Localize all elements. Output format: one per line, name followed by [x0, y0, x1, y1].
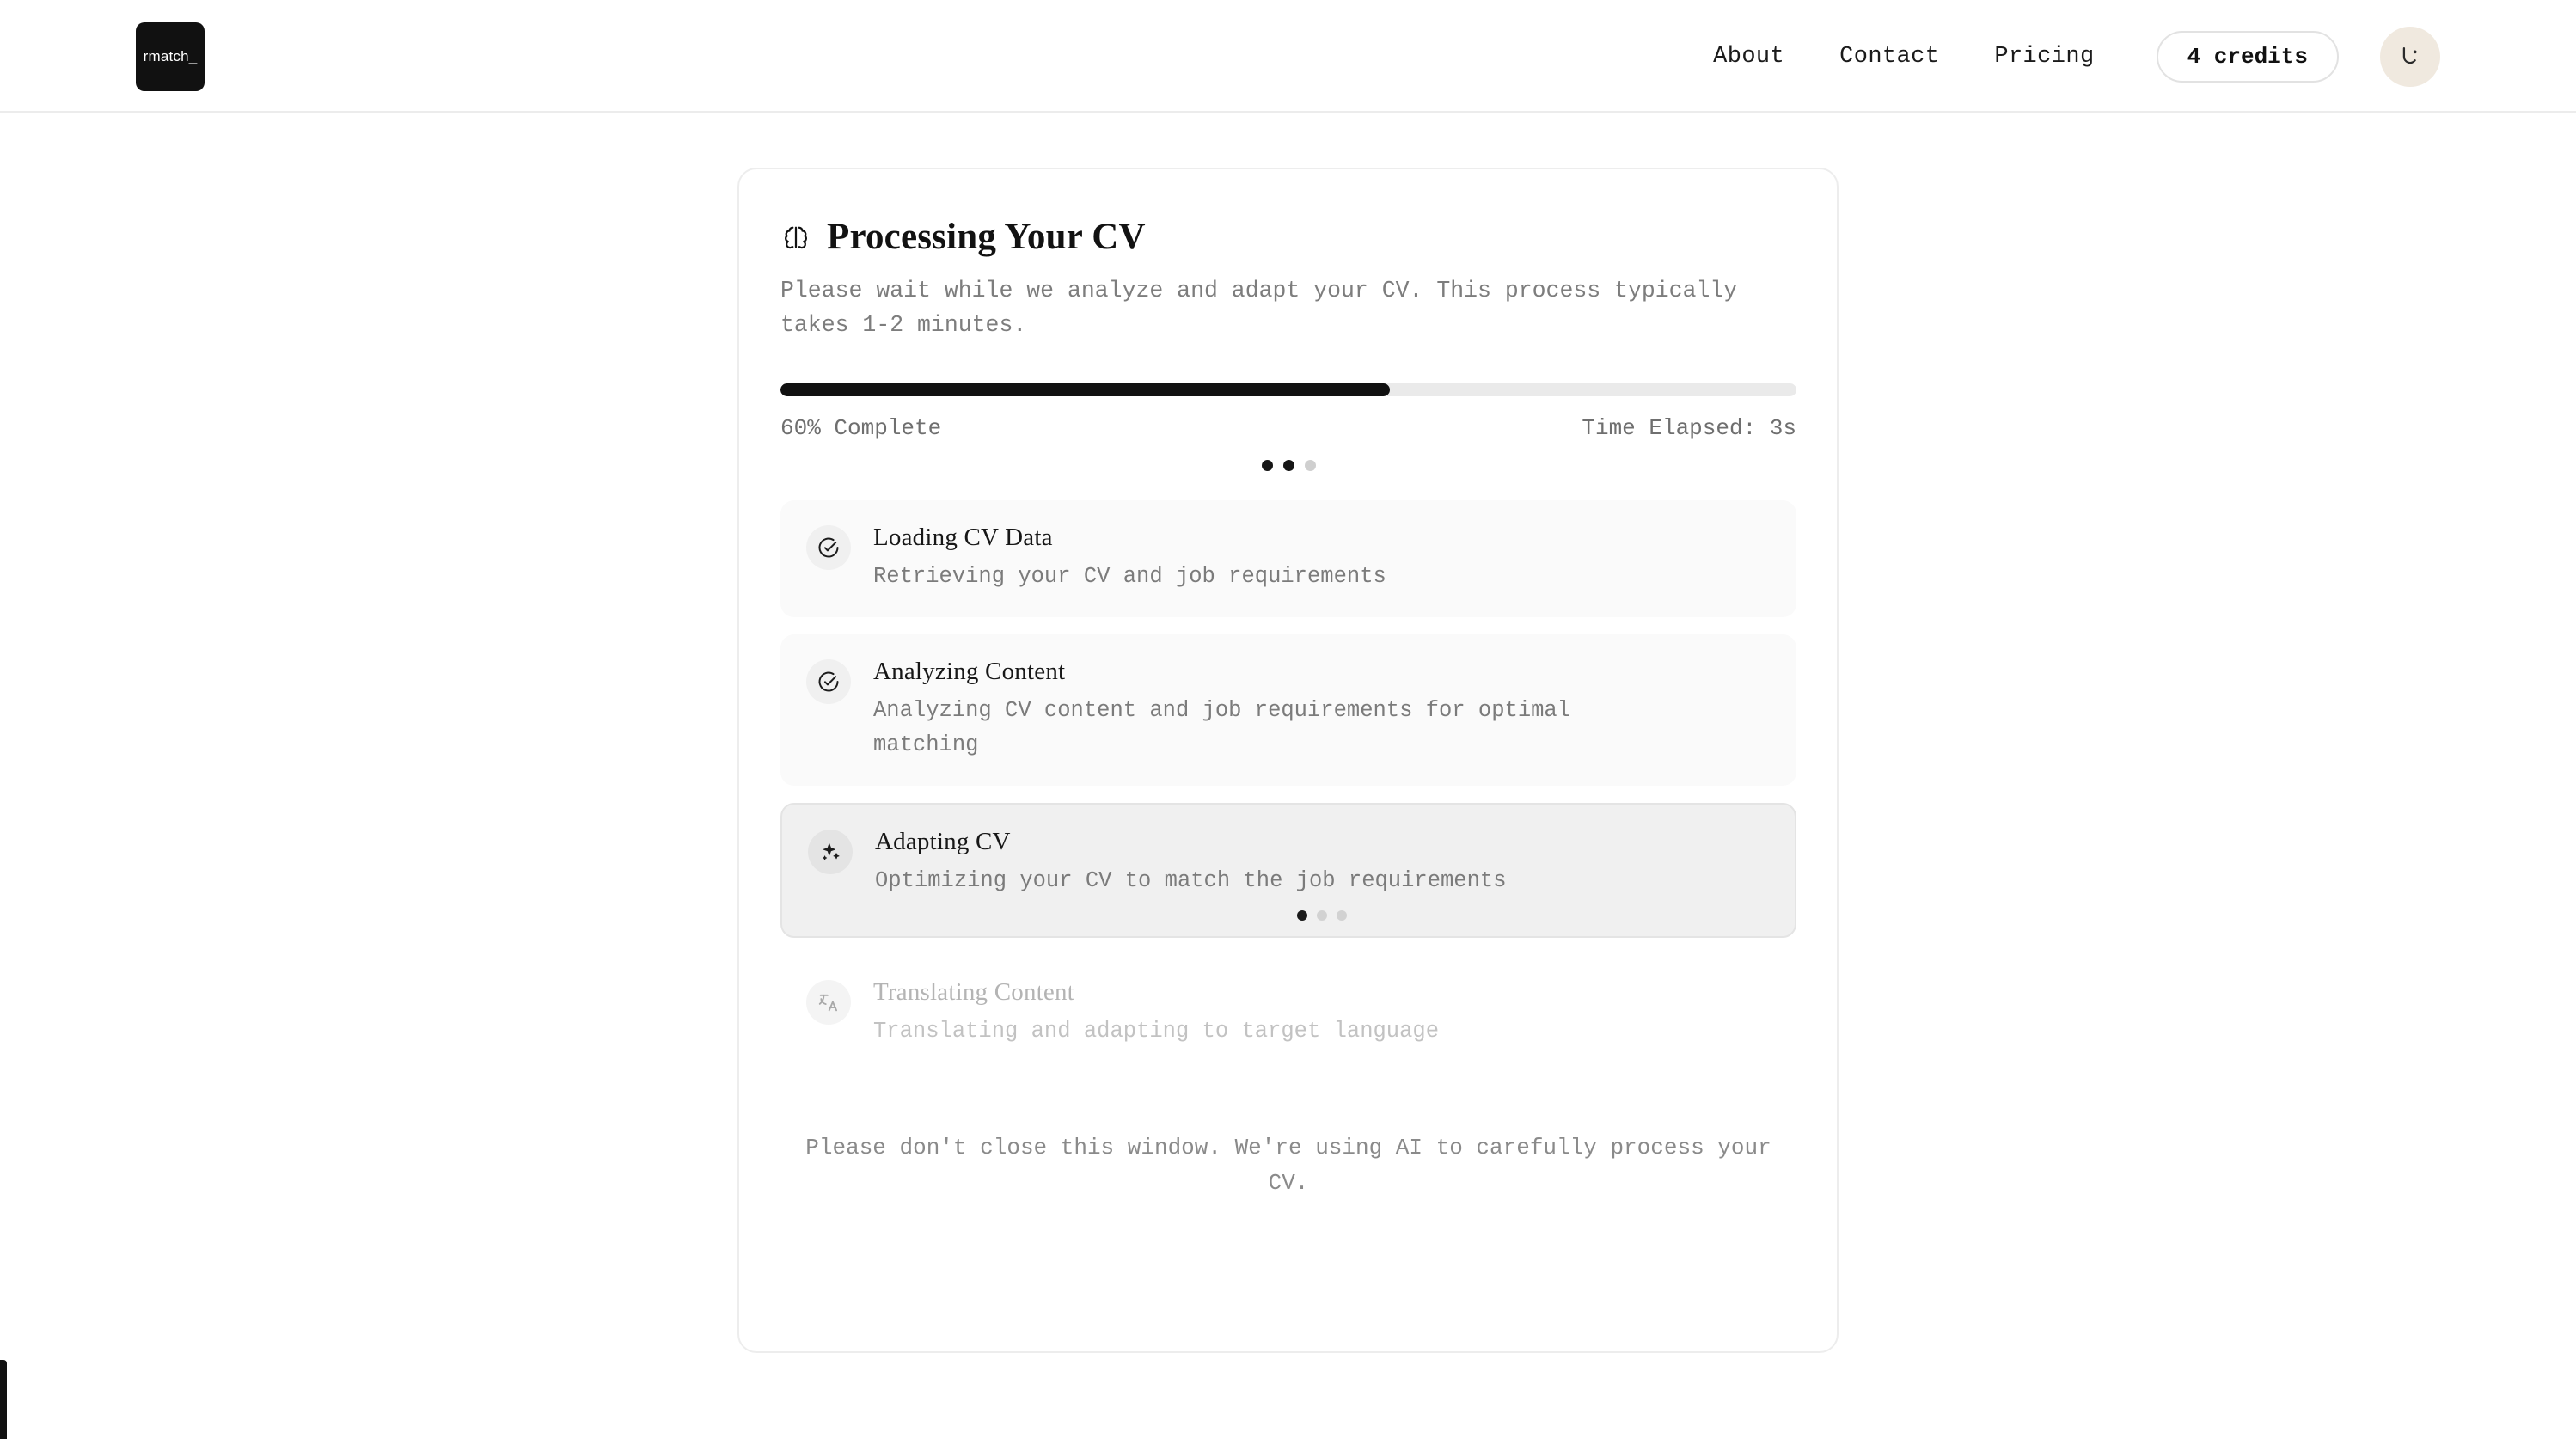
step-loading-dots	[875, 910, 1769, 921]
step-description: Analyzing CV content and job requirements for optimal matching	[873, 698, 1571, 757]
check-circle-icon	[817, 670, 841, 694]
step-item-loading-cv-data	[780, 500, 1796, 617]
do-not-close-note: Please don't close this window. We're using AI to carefully process your CV.	[805, 1135, 1771, 1196]
step-description: Translating and adapting to target language	[873, 1019, 1440, 1044]
step-loading-dot-3	[1337, 910, 1347, 921]
brain-icon	[780, 222, 811, 253]
step-loading-dot-1	[1297, 910, 1307, 921]
step-title: Translating Content	[873, 978, 1074, 1006]
top-header	[0, 0, 2576, 113]
page-title: Processing Your CV	[827, 217, 1146, 257]
steps-list	[780, 500, 1796, 1072]
progress-percent-label: 60% Complete	[780, 415, 942, 441]
credits-badge[interactable]: 4 credits	[2157, 31, 2339, 83]
loading-dot-1	[1262, 460, 1273, 471]
avatar[interactable]	[2380, 27, 2440, 87]
time-elapsed-label: Time Elapsed: 3s	[1582, 415, 1796, 441]
step-icon-wrapper	[806, 659, 851, 704]
processing-card	[737, 168, 1839, 1353]
step-description: Optimizing your CV to match the job requirements	[875, 868, 1507, 893]
step-loading-dot-2	[1317, 910, 1327, 921]
loading-dot-2	[1283, 460, 1294, 471]
brand-logo[interactable]	[136, 22, 205, 91]
step-title: Adapting CV	[875, 828, 1011, 855]
step-icon-wrapper	[808, 830, 853, 874]
progress-meta	[780, 415, 1796, 441]
user-avatar-icon	[2395, 42, 2425, 71]
check-circle-icon	[817, 536, 841, 560]
nav-link-pricing[interactable]: Pricing	[1994, 43, 2095, 70]
step-item-adapting-cv	[780, 803, 1796, 938]
step-icon-wrapper	[806, 980, 851, 1025]
loading-dot-3	[1305, 460, 1316, 471]
brand-logo-text: rmatch_	[143, 48, 198, 64]
main-navigation	[1686, 0, 2440, 113]
step-icon-wrapper	[806, 525, 851, 570]
step-item-analyzing-content	[780, 634, 1796, 786]
step-description: Retrieving your CV and job requirements	[873, 564, 1386, 589]
step-item-translating-content	[780, 955, 1796, 1072]
sparkles-icon	[818, 840, 842, 864]
progress-bar	[780, 383, 1796, 396]
page-edge-accent	[0, 1360, 7, 1439]
translate-icon	[817, 990, 841, 1014]
card-subtitle: Please wait while we analyze and adapt your CV. This process typically takes 1-2 minutes.	[780, 278, 1738, 338]
nav-link-about[interactable]: About	[1713, 43, 1785, 70]
card-title-row	[780, 216, 1796, 258]
step-title: Loading CV Data	[873, 524, 1053, 551]
nav-link-contact[interactable]: Contact	[1839, 43, 1940, 70]
loading-dots	[780, 460, 1796, 471]
progress-bar-fill	[780, 383, 1390, 396]
step-title: Analyzing Content	[873, 658, 1066, 685]
